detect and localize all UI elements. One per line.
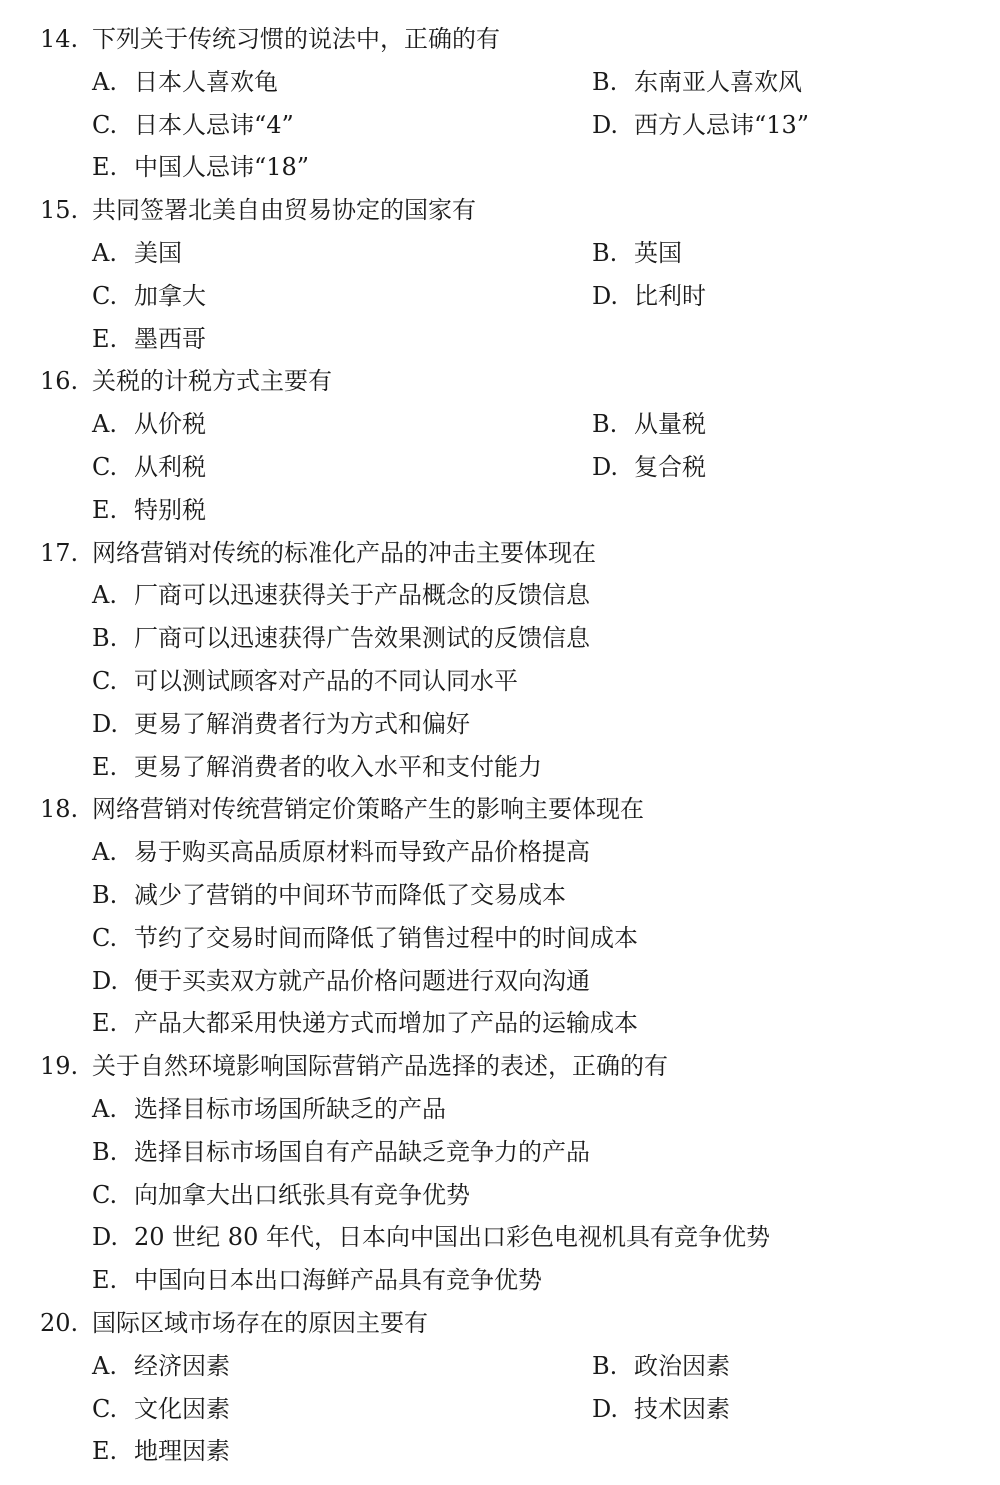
option-text: 复合税 [634,453,706,481]
option-4-3 [92,961,590,1001]
option-4-0 [92,832,590,872]
option-label: A. [92,581,117,610]
option-label: D. [92,709,119,738]
option-0-1 [592,62,802,102]
option-text: 加拿大 [134,281,206,310]
question-number: 16. [40,367,79,396]
question-stem: 关税的计税方式主要有 [92,367,332,396]
option-label: E. [92,1266,118,1295]
question-6 [40,1303,428,1343]
option-6-0 [92,1346,230,1386]
question-stem: 网络营销对传统的标准化产品的冲击主要体现在 [92,538,596,567]
question-stem: 下列关于传统习惯的说法中，正确的有 [92,25,500,53]
option-label: B. [592,1351,618,1380]
option-label: B. [92,1137,118,1166]
option-text: 文化因素 [134,1394,230,1423]
option-label: C. [92,1394,118,1423]
option-label: A. [92,239,117,267]
option-text: 西方人忌讳“13” [634,110,810,139]
option-label: C. [92,281,118,310]
option-text: 选择目标市场国自有产品缺乏竞争力的产品 [134,1137,590,1166]
option-6-3 [592,1389,730,1429]
option-label: E. [92,324,118,353]
option-label: C. [92,110,118,139]
option-label: E. [92,1009,118,1038]
option-3-4 [92,747,542,787]
option-text: 经济因素 [134,1351,230,1380]
option-text: 选择目标市场国所缺乏的产品 [134,1095,446,1123]
option-label: B. [92,624,118,653]
question-stem: 关于自然环境影响国际营销产品选择的表述，正确的有 [92,1052,668,1081]
option-label: E. [92,495,118,524]
option-text: 减少了营销的中间环节而降低了交易成本 [134,881,566,909]
option-text: 政治因素 [634,1351,730,1380]
option-5-1 [92,1132,590,1172]
option-2-3 [592,447,706,487]
option-label: D. [92,966,119,995]
option-1-4 [92,319,206,359]
option-1-1 [592,233,682,273]
option-label: B. [592,67,618,96]
option-4-1 [92,875,566,915]
option-text: 中国向日本出口海鲜产品具有竞争优势 [134,1266,542,1295]
option-text: 向加拿大出口纸张具有竞争优势 [134,1180,470,1209]
option-label: A. [92,410,117,439]
option-text: 特别税 [134,495,206,524]
option-label: C. [92,1180,118,1209]
option-text: 东南亚人喜欢风 [634,67,802,96]
option-text: 厂商可以迅速获得广告效果测试的反馈信息 [134,624,590,653]
option-text: 从利税 [134,453,206,481]
option-1-3 [592,276,706,316]
option-text: 可以测试顾客对产品的不同认同水平 [134,667,518,695]
question-number: 18. [40,795,79,824]
option-label: A. [92,838,117,867]
option-text: 日本人喜欢龟 [134,67,278,96]
option-label: E. [92,153,118,182]
option-label: A. [92,67,117,96]
option-1-0 [92,233,182,273]
question-number: 17. [40,538,79,567]
option-text: 从量税 [634,410,706,439]
option-text: 易于购买高品质原材料而导致产品价格提高 [134,838,590,867]
question-4 [40,789,644,829]
option-3-0 [92,575,590,615]
option-0-3 [592,105,809,145]
option-text: 地理因素 [134,1437,230,1466]
option-3-2 [92,661,518,701]
option-text: 20 世纪 80 年代，日本向中国出口彩色电视机具有竞争优势 [134,1223,770,1252]
option-label: B. [592,410,618,439]
question-5 [40,1046,668,1086]
option-0-2 [92,105,294,145]
option-6-1 [592,1346,730,1386]
option-text: 美国 [134,239,182,267]
question-1 [40,190,476,230]
question-3 [40,533,596,573]
option-text: 从价税 [134,410,206,439]
option-2-0 [92,404,206,444]
option-1-2 [92,276,206,316]
question-stem: 共同签署北美自由贸易协定的国家有 [92,196,476,225]
option-5-4 [92,1260,542,1300]
option-5-2 [92,1175,470,1215]
option-0-4 [92,147,309,187]
option-label: D. [592,453,619,481]
option-2-1 [592,404,706,444]
question-number: 20. [40,1309,79,1337]
option-text: 更易了解消费者的收入水平和支付能力 [134,752,542,781]
option-label: A. [92,1095,117,1123]
option-6-2 [92,1389,230,1429]
question-stem: 国际区域市场存在的原因主要有 [92,1309,428,1337]
option-text: 墨西哥 [134,324,206,353]
question-stem: 网络营销对传统营销定价策略产生的影响主要体现在 [92,795,644,824]
option-5-0 [92,1089,446,1129]
option-label: C. [92,453,118,481]
option-label: D. [92,1223,119,1252]
option-6-4 [92,1431,230,1471]
option-3-1 [92,618,590,658]
option-text: 技术因素 [634,1394,730,1423]
option-5-3 [92,1217,770,1257]
option-label: B. [92,881,118,909]
option-label: E. [92,1437,118,1466]
option-3-3 [92,704,470,744]
option-text: 英国 [634,239,682,267]
option-text: 更易了解消费者行为方式和偏好 [134,709,470,738]
option-4-2 [92,918,638,958]
option-text: 比利时 [634,281,706,310]
option-label: D. [592,110,619,139]
option-label: D. [592,1394,619,1423]
option-text: 便于买卖双方就产品价格问题进行双向沟通 [134,966,590,995]
option-label: D. [592,281,619,310]
question-number: 14. [40,25,79,53]
option-text: 中国人忌讳“18” [134,153,310,182]
option-label: A. [92,1351,117,1380]
option-label: C. [92,667,118,695]
option-4-4 [92,1003,638,1043]
option-text: 节约了交易时间而降低了销售过程中的时间成本 [134,923,638,952]
option-label: E. [92,752,118,781]
option-label: C. [92,923,118,952]
option-0-0 [92,62,278,102]
option-2-2 [92,447,206,487]
question-0 [40,19,500,59]
question-number: 19. [40,1052,79,1081]
option-text: 产品大都采用快递方式而增加了产品的运输成本 [134,1009,638,1038]
option-label: B. [592,239,618,267]
option-text: 日本人忌讳“4” [134,110,294,139]
option-text: 厂商可以迅速获得关于产品概念的反馈信息 [134,581,590,610]
option-2-4 [92,490,206,530]
question-2 [40,361,332,401]
question-number: 15. [40,196,79,225]
